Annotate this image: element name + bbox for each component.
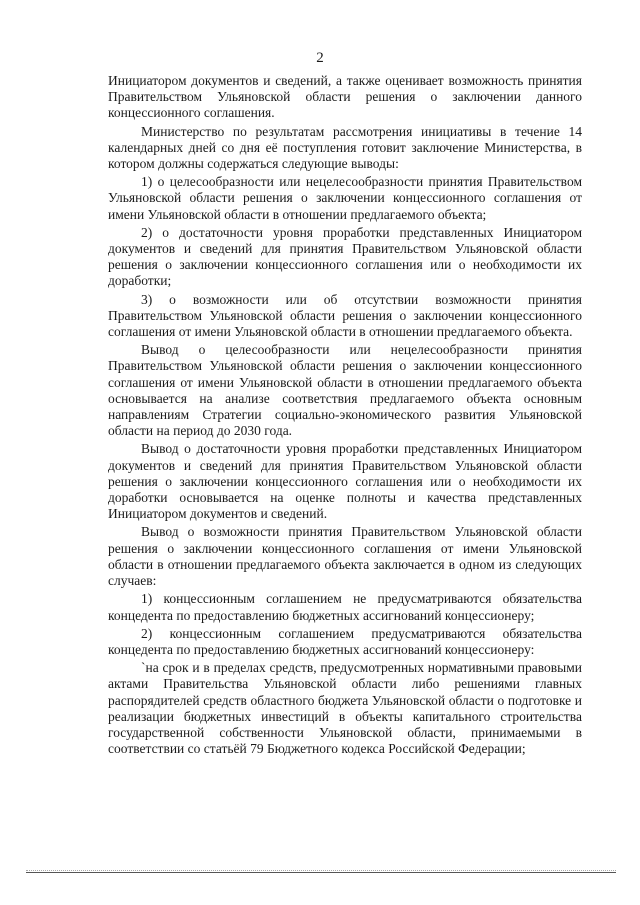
paragraph-sufficiency-conclusion: Вывод о достаточности уровня проработки представленных Инициатором документов и сведений для принятия Правительством Ульяновской области решения о заключении концессионного соглашения или о необходимости их доработки основывается на оценке полноты и качества представленных Инициатором документов и сведений. (108, 441, 582, 522)
footer-divider-faint (26, 870, 616, 871)
case-item-1: 1) концессионным соглашением не предусматриваются обязательства концедента по предоставлению бюджетных ассигнований концессионеру; (108, 591, 582, 623)
document-body (108, 73, 582, 757)
case-item-2: 2) концессионным соглашением предусматриваются обязательства концедента по предоставлению бюджетных ассигнований концессионеру: (108, 625, 582, 657)
paragraph-expediency-conclusion: Вывод о целесообразности или нецелесообразности принятия Правительством Ульяновской области решения о заключении концессионного соглашения от имени Ульяновской области в отношении предлагаемого объекта основывается на анализе соответствия предлагаемого объекта основным направлениям Стратегии социально-экономического развития Ульяновской области на период до 2030 года. (108, 342, 582, 439)
list-item-2: 2) о достаточности уровня проработки представленных Инициатором документов и сведений для принятия Правительством Ульяновской области решения о заключении концессионного соглашения или о необходимости их доработки; (108, 224, 582, 289)
paragraph-ministry-conclusion: Министерство по результатам рассмотрения инициативы в течение 14 календарных дней со дня её поступления готовит заключение Министерства, в котором должны содержаться следующие выводы: (108, 123, 582, 172)
paragraph-possibility-conclusion: Вывод о возможности принятия Правительством Ульяновской области решения о заключении концессионного соглашения от имени Ульяновской области в отношении предлагаемого объекта заключается в одном из следующих случаев: (108, 524, 582, 589)
list-item-1: 1) о целесообразности или нецелесообразности принятия Правительством Ульяновской области решения о заключении концессионного соглашения от имени Ульяновской области в отношении предлагаемого объекта; (108, 174, 582, 222)
footer-divider (26, 872, 616, 873)
list-item-3: 3) о возможности или об отсутствии возможности принятия Правительством Ульяновской области решения о заключении концессионного соглашения от имени Ульяновской области в отношении предлагаемого объекта. (108, 291, 582, 340)
paragraph-continuation: Инициатором документов и сведений, а также оценивает возможность принятия Правительством Ульяновской области решения о заключении данного концессионного соглашения. (108, 73, 582, 121)
case-subitem: `на срок и в пределах средств, предусмотренных нормативными правовыми актами Правительства Ульяновской области либо решениями главных распорядителей средств областного бюджета Ульяновской области о подготовке и реализации бюджетных инвестиций в объекты капитального строительства государственной собственности Ульяновской области, принимаемыми в соответствии со статьёй 79 Бюджетного кодекса Российской Федерации; (108, 660, 582, 757)
page-number: 2 (316, 50, 324, 66)
